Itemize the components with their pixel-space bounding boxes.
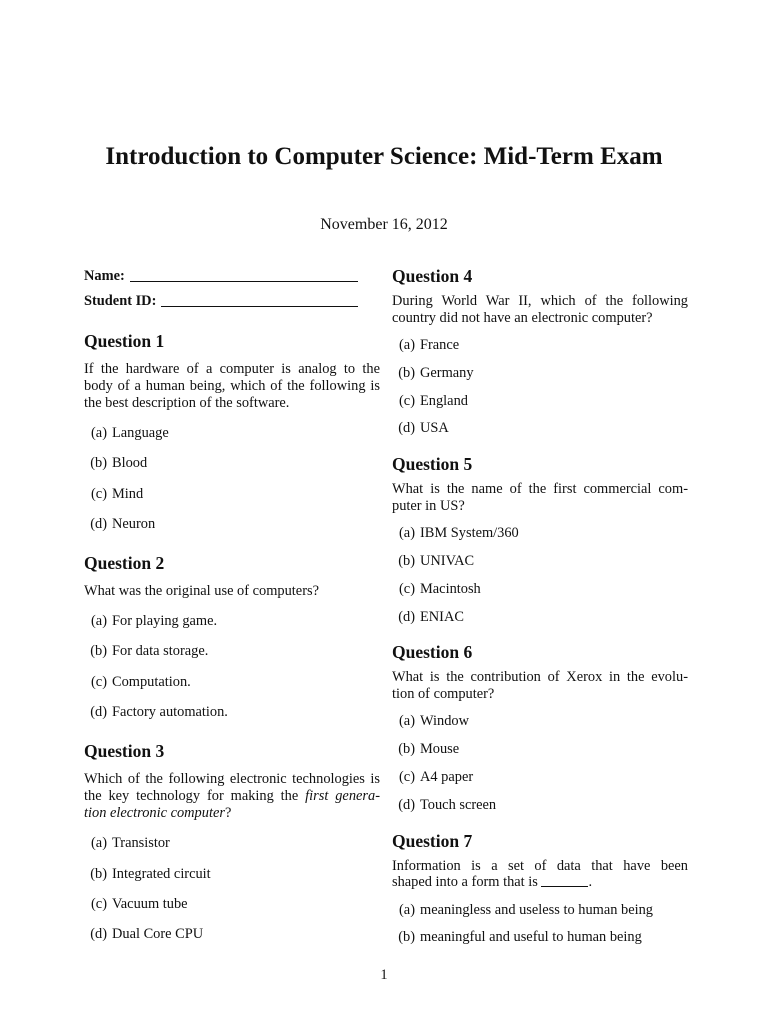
prompt-text: If the hardware of a computer is analog to the xyxy=(84,360,380,377)
option-letter: (b) xyxy=(398,552,415,569)
option-text: Dual Core CPU xyxy=(112,926,204,943)
question-4-option xyxy=(392,332,688,360)
question-7-option xyxy=(392,897,688,925)
student-id-label: Student ID: xyxy=(84,292,157,309)
question-5 xyxy=(392,447,688,631)
option-letter: (a) xyxy=(399,901,415,918)
student-info-fields xyxy=(84,264,380,314)
question-7-prompt xyxy=(392,858,688,891)
question-7 xyxy=(392,824,688,953)
option-text: IBM System/360 xyxy=(420,525,519,542)
question-5-options xyxy=(392,520,688,631)
option-text: Language xyxy=(112,425,169,441)
prompt-text: body of a human being, which of the following is xyxy=(84,377,380,394)
option-text: ENIAC xyxy=(420,608,464,625)
option-letter: (a) xyxy=(399,713,415,730)
option-text: USA xyxy=(420,420,449,437)
prompt-line xyxy=(84,361,380,378)
question-6-heading: Question 6 xyxy=(392,642,473,663)
question-3-option xyxy=(84,919,380,949)
page-number: 1 xyxy=(380,967,388,983)
name-blank-line xyxy=(130,264,358,282)
question-2-options xyxy=(84,606,380,727)
question-1-option xyxy=(84,479,380,509)
option-text: meaningless and useless to human being xyxy=(420,901,654,918)
option-letter: (a) xyxy=(91,835,107,852)
prompt-line xyxy=(392,310,688,327)
question-5-option xyxy=(392,548,688,576)
prompt-line xyxy=(392,686,688,703)
question-6-option xyxy=(392,736,688,764)
question-3-prompt xyxy=(84,771,380,822)
answer-blank-line xyxy=(541,877,588,887)
option-letter: (d) xyxy=(398,420,415,437)
name-field xyxy=(84,264,358,289)
option-text: England xyxy=(420,392,468,409)
question-5-option xyxy=(392,604,688,632)
option-letter: (c) xyxy=(399,768,415,785)
prompt-text: ? xyxy=(224,804,232,821)
option-letter: (b) xyxy=(398,364,415,381)
question-4-option xyxy=(392,415,688,443)
option-text: Neuron xyxy=(112,515,156,532)
option-text: A4 paper xyxy=(420,768,474,785)
prompt-line xyxy=(392,498,688,515)
option-text: Macintosh xyxy=(420,580,481,597)
question-5-heading: Question 5 xyxy=(392,454,473,475)
prompt-text: Which of the following electronic technologies is xyxy=(84,770,380,787)
option-letter: (a) xyxy=(399,337,415,353)
option-text: Blood xyxy=(112,455,148,472)
question-3 xyxy=(84,732,380,950)
question-2-prompt xyxy=(84,583,380,600)
prompt-text: . xyxy=(588,874,593,891)
option-letter: (c) xyxy=(399,392,415,409)
question-1-heading: Question 1 xyxy=(84,330,165,351)
prompt-line xyxy=(392,481,688,498)
question-1-option xyxy=(84,509,380,539)
option-letter: (d) xyxy=(90,704,107,721)
option-letter: (d) xyxy=(90,926,107,943)
question-4 xyxy=(392,259,688,443)
prompt-line xyxy=(392,874,688,891)
prompt-line xyxy=(392,858,688,875)
question-1-options xyxy=(84,418,380,539)
option-letter: (c) xyxy=(91,673,107,690)
right-column-questions xyxy=(392,259,688,952)
question-1-option xyxy=(84,448,380,478)
question-6-option xyxy=(392,708,688,736)
option-letter: (b) xyxy=(90,455,107,472)
option-text: Touch screen xyxy=(420,796,497,813)
prompt-text: the best description of the software. xyxy=(84,394,290,411)
question-3-heading: Question 3 xyxy=(84,740,165,761)
option-text: Mouse xyxy=(420,741,460,758)
prompt-text: What was the original use of computers? xyxy=(84,582,319,599)
option-text: Mind xyxy=(112,485,144,502)
question-6-option xyxy=(392,764,688,792)
option-letter: (a) xyxy=(91,425,107,441)
prompt-line xyxy=(392,293,688,310)
prompt-text: country did not have an electronic computer? xyxy=(392,309,653,326)
student-id-field xyxy=(84,289,358,314)
question-6-options xyxy=(392,708,688,819)
question-1 xyxy=(84,322,380,540)
option-letter: (c) xyxy=(91,485,107,502)
question-5-option xyxy=(392,576,688,604)
option-letter: (c) xyxy=(399,580,415,597)
prompt-line xyxy=(84,805,380,822)
prompt-line xyxy=(84,378,380,395)
option-text: Integrated circuit xyxy=(112,865,211,882)
question-3-option xyxy=(84,828,380,858)
option-text: France xyxy=(420,337,460,353)
option-letter: (b) xyxy=(90,865,107,882)
option-text: Vacuum tube xyxy=(112,895,188,912)
prompt-text: shaped into a form that is xyxy=(392,874,542,891)
question-6-prompt xyxy=(392,669,688,702)
question-4-option xyxy=(392,388,688,416)
prompt-line xyxy=(392,669,688,686)
question-1-option xyxy=(84,418,380,448)
option-text: meaningful and useful to human being xyxy=(420,929,642,946)
option-text: UNIVAC xyxy=(420,552,475,569)
question-4-options xyxy=(392,332,688,443)
question-2-option xyxy=(84,636,380,666)
exam-date: November 16, 2012 xyxy=(320,216,448,233)
prompt-text: What is the name of the first commercial com- xyxy=(392,481,688,498)
question-7-heading: Question 7 xyxy=(392,830,473,851)
option-text: Factory automation. xyxy=(112,704,228,721)
prompt-text-italic: tion electronic computer xyxy=(84,804,225,821)
prompt-text: Information is a set of data that have been xyxy=(392,857,688,874)
question-4-heading: Question 4 xyxy=(392,266,473,286)
question-1-prompt xyxy=(84,361,380,412)
question-6-option xyxy=(392,792,688,820)
left-column xyxy=(84,264,380,955)
prompt-line xyxy=(84,771,380,788)
option-letter: (d) xyxy=(90,515,107,532)
option-text: Computation. xyxy=(112,673,191,690)
prompt-text: During World War II, which of the following xyxy=(392,293,688,309)
right-column xyxy=(392,259,688,956)
option-text: Germany xyxy=(420,364,474,381)
question-2-option xyxy=(84,697,380,727)
option-letter: (d) xyxy=(398,608,415,625)
prompt-text-italic: first genera- xyxy=(305,787,380,804)
student-id-blank-line xyxy=(161,289,358,307)
option-letter: (b) xyxy=(398,741,415,758)
question-7-option xyxy=(392,924,688,952)
name-label: Name: xyxy=(84,267,125,284)
option-letter: (d) xyxy=(398,796,415,813)
option-letter: (a) xyxy=(399,525,415,542)
prompt-line xyxy=(84,583,380,600)
prompt-text: puter in US? xyxy=(392,497,465,514)
question-2-option xyxy=(84,606,380,636)
question-5-option xyxy=(392,520,688,548)
prompt-text: the key technology for making the xyxy=(84,787,306,804)
question-4-prompt xyxy=(392,293,688,326)
question-2-heading: Question 2 xyxy=(84,552,165,573)
prompt-line xyxy=(84,395,380,412)
option-text: Window xyxy=(420,713,469,730)
question-2-option xyxy=(84,667,380,697)
question-7-options xyxy=(392,897,688,953)
option-letter: (c) xyxy=(91,895,107,912)
question-4-option xyxy=(392,360,688,388)
prompt-line xyxy=(84,788,380,805)
left-column-questions xyxy=(84,322,380,950)
option-letter: (a) xyxy=(91,613,107,630)
question-3-option xyxy=(84,859,380,889)
option-letter: (b) xyxy=(398,929,415,946)
option-text: Transistor xyxy=(112,835,170,852)
option-text: For playing game. xyxy=(112,613,218,630)
prompt-text: What is the contribution of Xerox in the evolu- xyxy=(392,669,688,686)
question-2 xyxy=(84,544,380,728)
exam-title: Introduction to Computer Science: Mid-Term Exam xyxy=(105,143,663,170)
question-3-options xyxy=(84,828,380,949)
option-text: For data storage. xyxy=(112,643,209,660)
question-5-prompt xyxy=(392,481,688,514)
option-letter: (b) xyxy=(90,643,107,660)
prompt-text: tion of computer? xyxy=(392,685,495,702)
question-6 xyxy=(392,635,688,819)
question-3-option xyxy=(84,889,380,919)
